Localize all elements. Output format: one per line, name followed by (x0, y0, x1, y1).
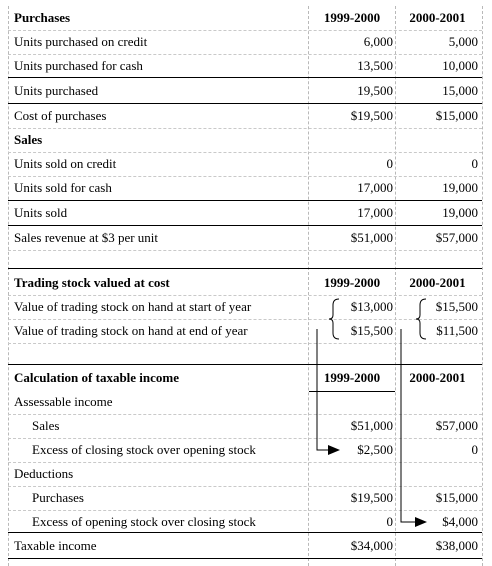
value-y1: $15,500 (350, 323, 393, 338)
row-label: Value of trading stock on hand at start of year (14, 299, 252, 314)
section-title: Purchases (14, 10, 71, 25)
row-label: Excess of opening stock over closing stock (32, 514, 256, 529)
value-y1: $51,000 (350, 230, 393, 245)
value-y1: 19,500 (357, 83, 393, 98)
row-label: Assessable income (14, 394, 113, 409)
row-label: Units purchased on credit (14, 34, 148, 49)
value-y1: 0 (386, 514, 393, 529)
value-y2: 5,000 (448, 34, 478, 49)
value-y1: $34,000 (350, 538, 393, 553)
value-y2: $38,000 (435, 538, 478, 553)
flow-arrows (8, 6, 482, 566)
arrowhead-icon (415, 517, 427, 527)
value-y1: 0 (386, 156, 393, 171)
section-title: Calculation of taxable income (14, 370, 180, 385)
value-y2: $57,000 (435, 230, 478, 245)
arrow-line (401, 329, 417, 522)
value-y2: 0 (471, 442, 478, 457)
value-y2: 15,000 (442, 83, 478, 98)
value-y2: $57,000 (435, 418, 478, 433)
value-y2: 0 (471, 156, 478, 171)
value-y2: 19,000 (442, 180, 478, 195)
section-title: Trading stock valued at cost (14, 275, 170, 290)
value-y2: $4,000 (442, 514, 478, 529)
value-y1: $19,500 (350, 108, 393, 123)
row-label: Units sold on credit (14, 156, 117, 171)
row-label: Units sold (14, 205, 68, 220)
value-y2: $15,000 (435, 108, 478, 123)
value-y1: $2,500 (357, 442, 393, 457)
column-header-y2: 2000-2001 (409, 370, 466, 385)
value-y2: $11,500 (436, 323, 478, 338)
section-title: Sales (14, 132, 43, 147)
row-label: Units purchased for cash (14, 58, 143, 73)
value-y2: 19,000 (442, 205, 478, 220)
arrowhead-icon (328, 445, 340, 455)
column-header-y1: 1999-2000 (323, 370, 381, 385)
row-label: Cost of purchases (14, 108, 107, 123)
value-y2: 10,000 (442, 58, 478, 73)
column-header-y1: 1999-2000 (323, 10, 381, 25)
brace-icon (329, 299, 339, 339)
grid-line (482, 6, 483, 566)
column-header-y1: 1999-2000 (323, 275, 381, 290)
row-label: Deductions (14, 466, 74, 481)
value-y1: $19,500 (350, 490, 393, 505)
row-label: Value of trading stock on hand at end of year (14, 323, 248, 338)
row-label: Taxable income (14, 538, 97, 553)
column-header-y2: 2000-2001 (409, 10, 466, 25)
value-y1: 13,500 (357, 58, 393, 73)
row-label: Sales (32, 418, 60, 433)
row-label: Purchases (32, 490, 84, 505)
value-y2: $15,000 (435, 490, 478, 505)
value-y2: $15,500 (435, 299, 478, 314)
arrow-line (317, 329, 330, 450)
value-y1: 17,000 (357, 205, 393, 220)
row-label: Excess of closing stock over opening stock (32, 442, 256, 457)
value-y1: $51,000 (350, 418, 393, 433)
brace-icon (416, 299, 426, 339)
row-label: Units sold for cash (14, 180, 112, 195)
column-header-y2: 2000-2001 (409, 275, 466, 290)
value-y1: $13,000 (350, 299, 393, 314)
value-y1: 17,000 (357, 180, 393, 195)
row-label: Sales revenue at $3 per unit (14, 230, 159, 245)
row-label: Units purchased (14, 83, 99, 98)
value-y1: 6,000 (363, 34, 393, 49)
